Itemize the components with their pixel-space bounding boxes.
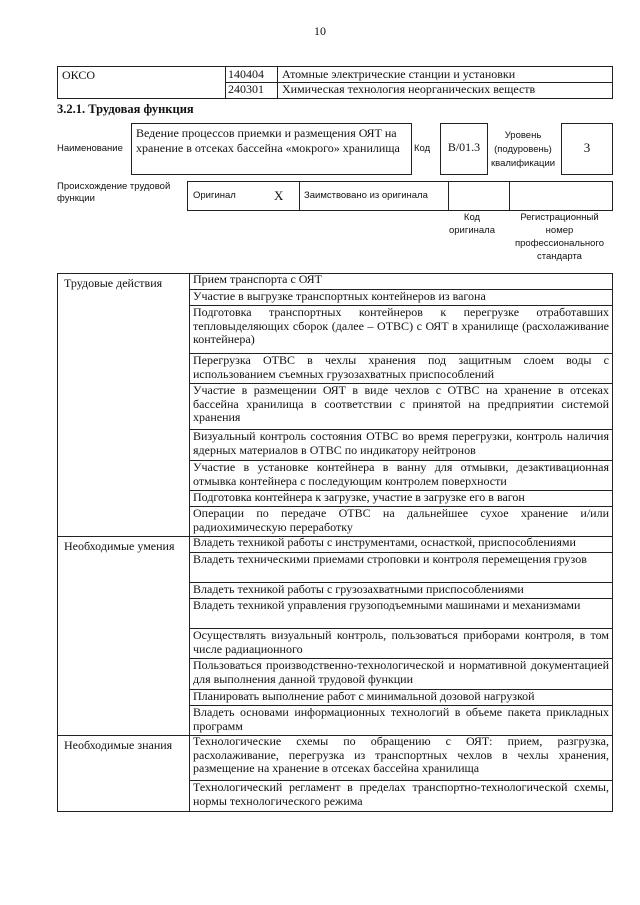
- table-row: [189, 658, 612, 686]
- table-row: [189, 536, 612, 550]
- section-label-knowledge: Необходимые знания: [64, 738, 173, 752]
- okso-code: 140404: [228, 67, 264, 81]
- okso-code: 240301: [228, 82, 264, 96]
- table-cell-text: Операции по передаче ОТВС на дальнейшее сухое хранение и/или радиохимическую переработку: [193, 506, 609, 534]
- table-cell-text: Владеть техникой управления грузоподъемными машинами и механизмами: [193, 598, 581, 612]
- origin-original-mark: X: [274, 188, 284, 203]
- table-cell-text: Пользоваться производственно-технологической и нормативной документацией для выполнения данной трудовой функции: [193, 658, 609, 686]
- table-cell-text: Подготовка контейнера к загрузке, участие в загрузке его в вагон: [193, 490, 525, 504]
- table-cell-text: Подготовка транспортных контейнеров к перегрузке отработавших тепловыделяющих сборок (далее – ОТВС) с ОЯТ в хранилище (расхолаживание контейнера): [193, 305, 609, 346]
- table-cell-text: Владеть техническими приемами строповки и контроля перемещения грузов: [193, 552, 587, 566]
- table-row: [189, 582, 612, 597]
- table-row: [189, 628, 612, 656]
- table-cell-text: Технологические схемы по обращению с ОЯТ: прием, разгрузка, расхолаживание, перегрузка из транспортных чехлов в чехлы хранения, размещение на хранение в отсеках бассейна хранилища: [193, 734, 609, 775]
- okso-label: ОКСО: [62, 68, 96, 82]
- function-level-label: Уровень (подуровень) квалификации: [491, 130, 556, 169]
- table-cell-text: Перегрузка ОТВС в чехлы хранения под защитным слоем воды с использованием съемных грузозахватных приспособлений: [193, 353, 609, 381]
- table-row: [189, 506, 612, 534]
- origin-reg-col-label: Регистрационный номер профессионального стандарта: [515, 212, 604, 262]
- origin-label: Происхождение трудовой функции: [57, 181, 171, 204]
- table-row: [189, 490, 612, 505]
- table-row: [189, 460, 612, 488]
- function-name-box: [131, 123, 412, 175]
- origin-divider: [448, 182, 449, 210]
- table-row: [189, 289, 612, 304]
- okso-table: [57, 66, 613, 99]
- table-cell-text: Участие в установке контейнера в ванну для отмывки, дезактивационная отмывка контейнера с последующим контролем поверхности: [193, 460, 609, 488]
- table-row: [189, 383, 612, 425]
- table-cell-text: Владеть основами информационных технологий в объеме пакета прикладных программ: [193, 705, 609, 733]
- origin-row: [187, 181, 613, 211]
- function-code-box: [440, 123, 488, 175]
- section-label-skills: Необходимые умения: [64, 539, 175, 553]
- origin-code-col-label: Код оригинала: [448, 212, 495, 236]
- table-row: [189, 780, 612, 808]
- table-row: [189, 552, 612, 567]
- table-cell-text: Технологический регламент в пределах транспортно-технологической схемы, нормы технологического режима: [193, 780, 609, 808]
- function-code-value: B/01.3: [447, 140, 481, 154]
- table-cell-text: Владеть техникой работы с грузозахватными приспособлениями: [193, 582, 524, 596]
- table-row: [189, 305, 612, 347]
- table-row: [189, 735, 612, 776]
- table-cell-text: Осуществлять визуальный контроль, пользоваться приборами контроля, в том числе радиационного: [193, 628, 609, 656]
- labor-function-table: [57, 273, 613, 812]
- function-code-label: Код: [414, 143, 431, 154]
- table-cell-text: Планировать выполнение работ с минимальной дозовой нагрузкой: [193, 689, 535, 703]
- okso-name: Атомные электрические станции и установки: [282, 67, 516, 81]
- function-level-value: 3: [583, 140, 591, 155]
- okso-name: Химическая технология неорганических веществ: [282, 82, 536, 96]
- function-level-box: [561, 123, 613, 175]
- origin-divider: [299, 182, 300, 210]
- table-row: [189, 429, 612, 457]
- table-cell-text: Владеть техникой работы с инструментами, оснасткой, приспособлениями: [193, 535, 576, 549]
- okso-label-cell: [58, 67, 226, 98]
- table-row: [189, 273, 612, 287]
- table-cell-text: Участие в размещении ОЯТ в виде чехлов с ОТВС на хранение в отсеках бассейна хранилища в соответствии с принятой на предприятии системой хранения: [193, 383, 609, 424]
- origin-divider: [509, 182, 510, 210]
- table-row: [189, 353, 612, 381]
- section-title: 3.2.1. Трудовая функция: [57, 102, 194, 116]
- table-row: [189, 598, 612, 613]
- origin-borrowed-label: Заимствовано из оригинала: [304, 190, 428, 201]
- table-cell-text: Визуальный контроль состояния ОТВС во время перегрузки, контроль наличия ядерных материалов в ОТВС по индикатору нейтронов: [193, 429, 609, 457]
- origin-original-label: Оригинал: [193, 190, 236, 201]
- function-name-label: Наименование: [57, 143, 123, 154]
- table-row: [189, 705, 612, 733]
- table-cell-text: Участие в выгрузке транспортных контейнеров из вагона: [193, 289, 486, 303]
- table-row: [189, 689, 612, 704]
- function-name-value: Ведение процессов приемки и размещения ОЯТ на хранение в отсеках бассейна «мокрого» хранилища: [136, 126, 400, 155]
- table-cell-text: Прием транспорта с ОЯТ: [193, 272, 322, 286]
- section-label-actions: Трудовые действия: [64, 276, 163, 290]
- page-number: 10: [314, 24, 326, 38]
